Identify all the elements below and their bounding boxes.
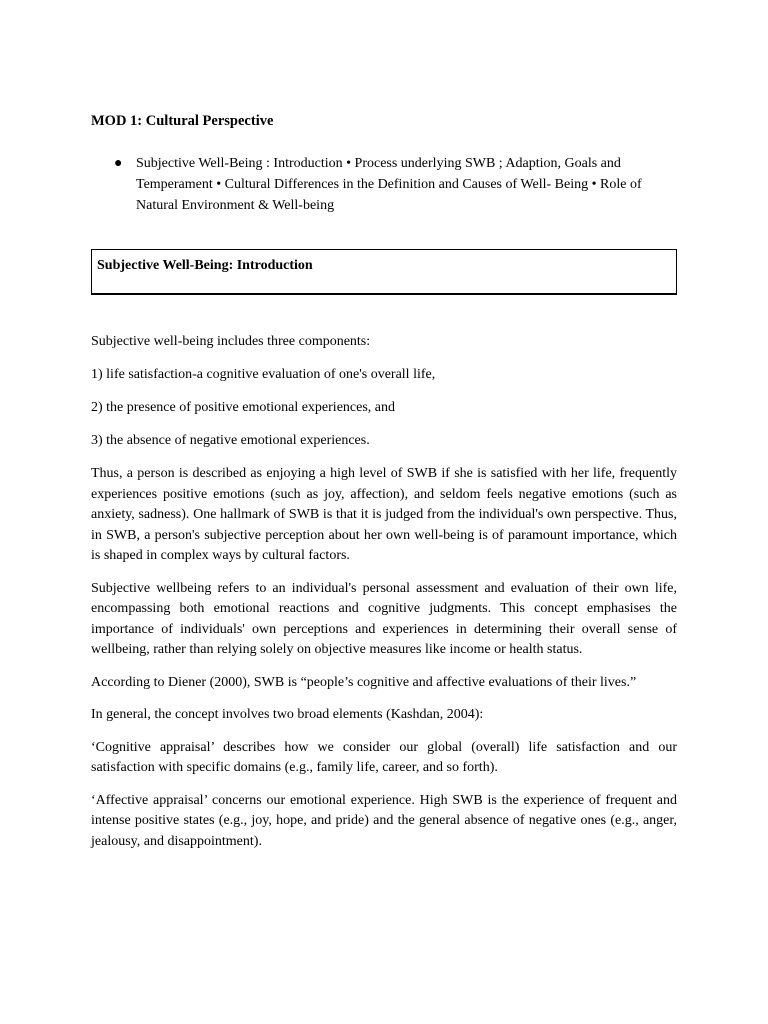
paragraph-cognitive-appraisal: ‘Cognitive appraisal’ describes how we consider our global (overall) life satisfaction and our satisfaction with specific domains (e.g., family life, career, and so forth). bbox=[91, 739, 677, 775]
paragraph-intro: Subjective well-being includes three components: bbox=[91, 334, 371, 349]
topic-bullet-text: Subjective Well-Being : Introduction • Process underlying SWB ; Adaption, Goals and Temperament • Cultural Differences in the Definition and Causes of Well- Being • Role of Natural Environment & Well-being bbox=[136, 156, 642, 213]
paragraph-swb-description: Thus, a person is described as enjoying a high level of SWB if she is satisfied with her life, frequently experiences positive emotions (such as joy, affection), and seldom feels negative emotions (such as anxiety, sadness). One hallmark of SWB is that it is judged from the individual's own perspective. Thus, in SWB, a person's subjective perception about her own well-being is of paramount importance, which is shaped in complex ways by cultural factors. bbox=[91, 466, 677, 563]
paragraph-affective-appraisal: ‘Affective appraisal’ concerns our emotional experience. High SWB is the experience of frequent and intense positive states (e.g., joy, hope, and pride) and the general absence of negative ones (e.g., anger, jealousy, and disappointment). bbox=[91, 792, 677, 849]
paragraph-diener-quote: According to Diener (2000), SWB is “people’s cognitive and affective evaluations of their lives.” bbox=[91, 674, 637, 690]
topic-bullet-list bbox=[91, 153, 681, 216]
body-content bbox=[91, 332, 677, 864]
bullet-icon: ● bbox=[114, 156, 123, 171]
paragraph-swb-definition: Subjective wellbeing refers to an individual's personal assessment and evaluation of their own life, encompassing both emotional reactions and cognitive judgments. This concept emphasises the importance of individuals' own perceptions and experiences in determining their overall sense of wellbeing, rather than relying solely on objective measures like income or health status. bbox=[91, 580, 677, 657]
paragraph-component-2: 2) the presence of positive emotional experiences, and bbox=[91, 400, 395, 415]
topic-bullet-item bbox=[91, 153, 681, 216]
section-heading: Subjective Well-Being: Introduction bbox=[97, 258, 313, 273]
section-heading-box bbox=[91, 249, 677, 295]
paragraph-two-elements: In general, the concept involves two broad elements (Kashdan, 2004): bbox=[91, 707, 484, 722]
paragraph-component-1: 1) life satisfaction-a cognitive evaluation of one's overall life, bbox=[91, 367, 436, 382]
module-title: MOD 1: Cultural Perspective bbox=[91, 113, 274, 129]
paragraph-component-3: 3) the absence of negative emotional experiences. bbox=[91, 433, 370, 448]
